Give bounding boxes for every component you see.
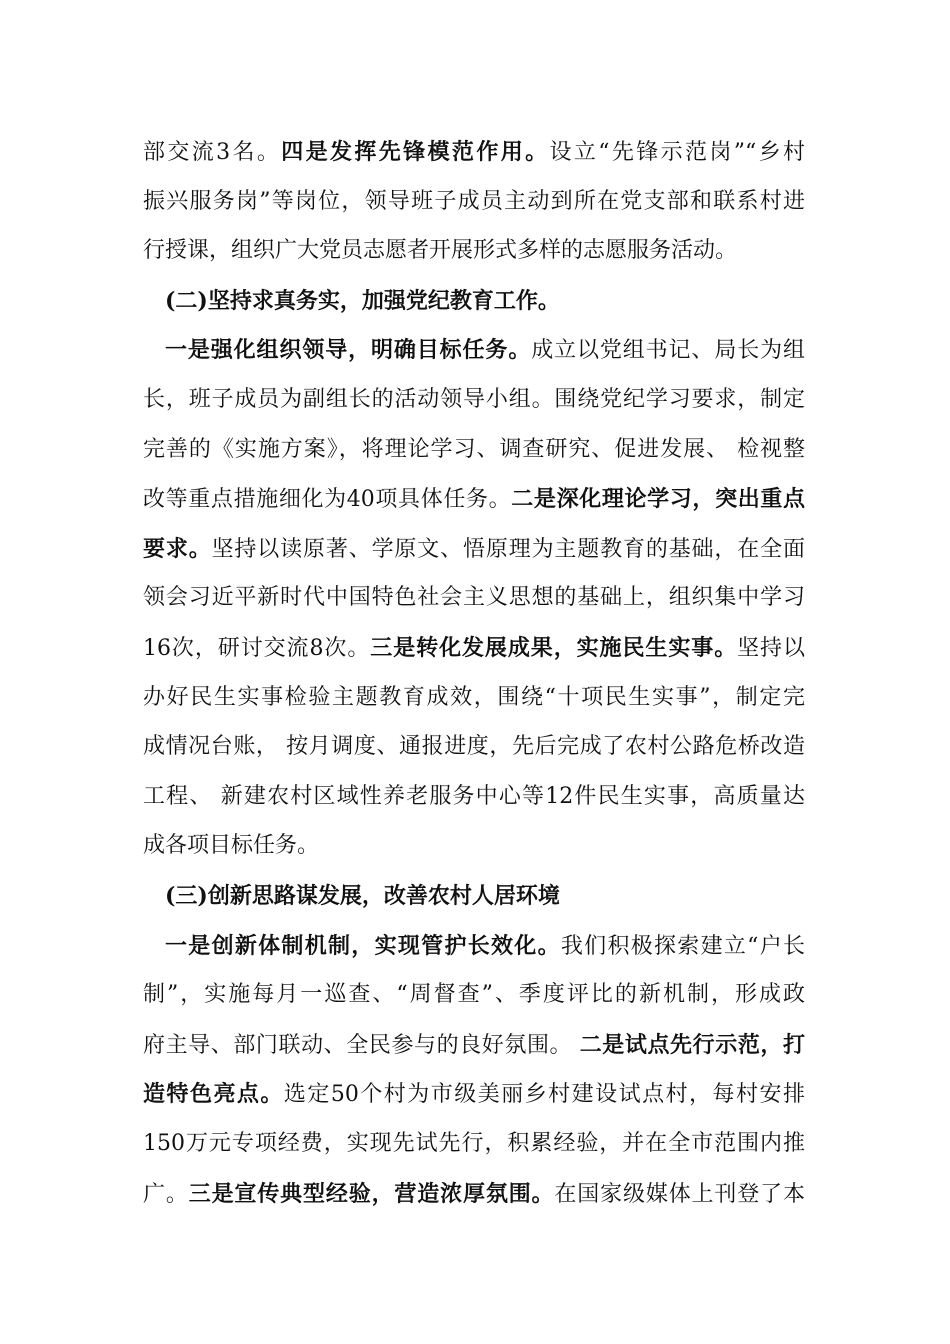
- text-line: [143, 485, 805, 513]
- body-text: 办好民生实事检验主题教育成效，围绕“十项民生实事”，制定完: [143, 684, 805, 710]
- bold-text: 一是强化组织领导，明确目标任务。: [165, 337, 532, 364]
- body-text: 选定50个村为市级美丽乡村建设试点村，每村安排: [283, 1082, 805, 1108]
- body-text: 改等重点措施细化为40项具体任务。: [143, 487, 512, 513]
- bold-text: 四是发挥先锋模范作用。: [281, 139, 550, 165]
- bold-text: 三是转化发展成果，实施民生实事。: [370, 635, 738, 661]
- body-text: 坚持以读原著、学原文、悟原理为主题教育的基础，在全面: [211, 536, 805, 562]
- bold-text: 要求。: [143, 535, 212, 562]
- body-text: 广。: [143, 1181, 189, 1207]
- bold-text: 二是深化理论学习，突出重点: [511, 486, 805, 513]
- body-text: 坚持以: [737, 636, 805, 661]
- text-line: [143, 1031, 805, 1059]
- text-line: [143, 188, 805, 216]
- body-text: 成立以党组书记、局长为组: [531, 338, 805, 364]
- body-text: 16次，研讨交流8次。: [143, 636, 371, 661]
- text-line: [165, 287, 805, 315]
- text-line: [143, 584, 805, 612]
- text-line: [143, 138, 805, 166]
- text-line: [165, 882, 805, 910]
- body-text: 完善的《实施方案》，将理论学习、调查研究、促进发展、 检视整: [143, 436, 805, 462]
- text-line: [143, 535, 805, 563]
- body-text: 工程、 新建农村区域性养老服务中心等12件民生实事，高质量达: [143, 783, 805, 809]
- body-text: 振兴服务岗”等岗位，领导班子成员主动到所在党支部和联系村进: [143, 188, 805, 214]
- body-text: 长，班子成员为副组长的活动领导小组。围绕党纪学习要求，制定: [143, 387, 805, 412]
- bold-text: 二是试点先行示范，打: [579, 1031, 805, 1058]
- body-text: 领会习近平新时代中国特色社会主义思想的基础上，组织集中学习: [143, 585, 805, 611]
- body-text: 制”，实施每月一巡查、“周督查”、季度评比的新机制，形成政: [143, 982, 805, 1008]
- text-line: [143, 832, 805, 860]
- text-line: [143, 386, 805, 414]
- text-line: [165, 336, 805, 364]
- body-text: 成各项目标任务。: [143, 833, 320, 859]
- bold-text: (三)创新思路谋发展，改善农村人居环境: [165, 883, 560, 909]
- bold-text: 一是创新体制机制，实现管护长效化。: [165, 932, 561, 959]
- bold-text: (二)坚持求真务实，加强党纪教育工作。: [165, 287, 560, 314]
- text-line: [143, 436, 805, 464]
- text-line: [143, 783, 805, 811]
- body-text: 在国家级媒体上刊登了本: [554, 1181, 805, 1207]
- body-text: 部交流3名。: [143, 140, 282, 165]
- body-text: 我们积极探索建立“户长: [560, 933, 805, 959]
- body-text: 成情况台账， 按月调度、通报进度，先后完成了农村公路危桥改造: [143, 734, 805, 760]
- body-text: 行授课，组织广大党员志愿者开展形式多样的志愿服务活动。: [143, 238, 738, 264]
- body-text: 府主导、部门联动、全民参与的良好氛围。: [143, 1032, 580, 1058]
- text-line: [143, 237, 805, 265]
- body-text: 设立“先锋示范岗”“乡村: [549, 140, 805, 165]
- bold-text: 三是宣传典型经验，营造浓厚氛围。: [188, 1180, 555, 1207]
- bold-text: 造特色亮点。: [143, 1081, 284, 1108]
- text-line: [143, 981, 805, 1009]
- text-line: [143, 1080, 805, 1108]
- text-line: [143, 1130, 805, 1158]
- text-line: [165, 932, 805, 960]
- text-line: [143, 733, 805, 761]
- body-text: 150万元专项经费，实现先试先行，积累经验，并在全市范围内推: [143, 1131, 805, 1156]
- text-line: [143, 684, 805, 712]
- text-line: [143, 1180, 805, 1208]
- text-line: [143, 634, 805, 662]
